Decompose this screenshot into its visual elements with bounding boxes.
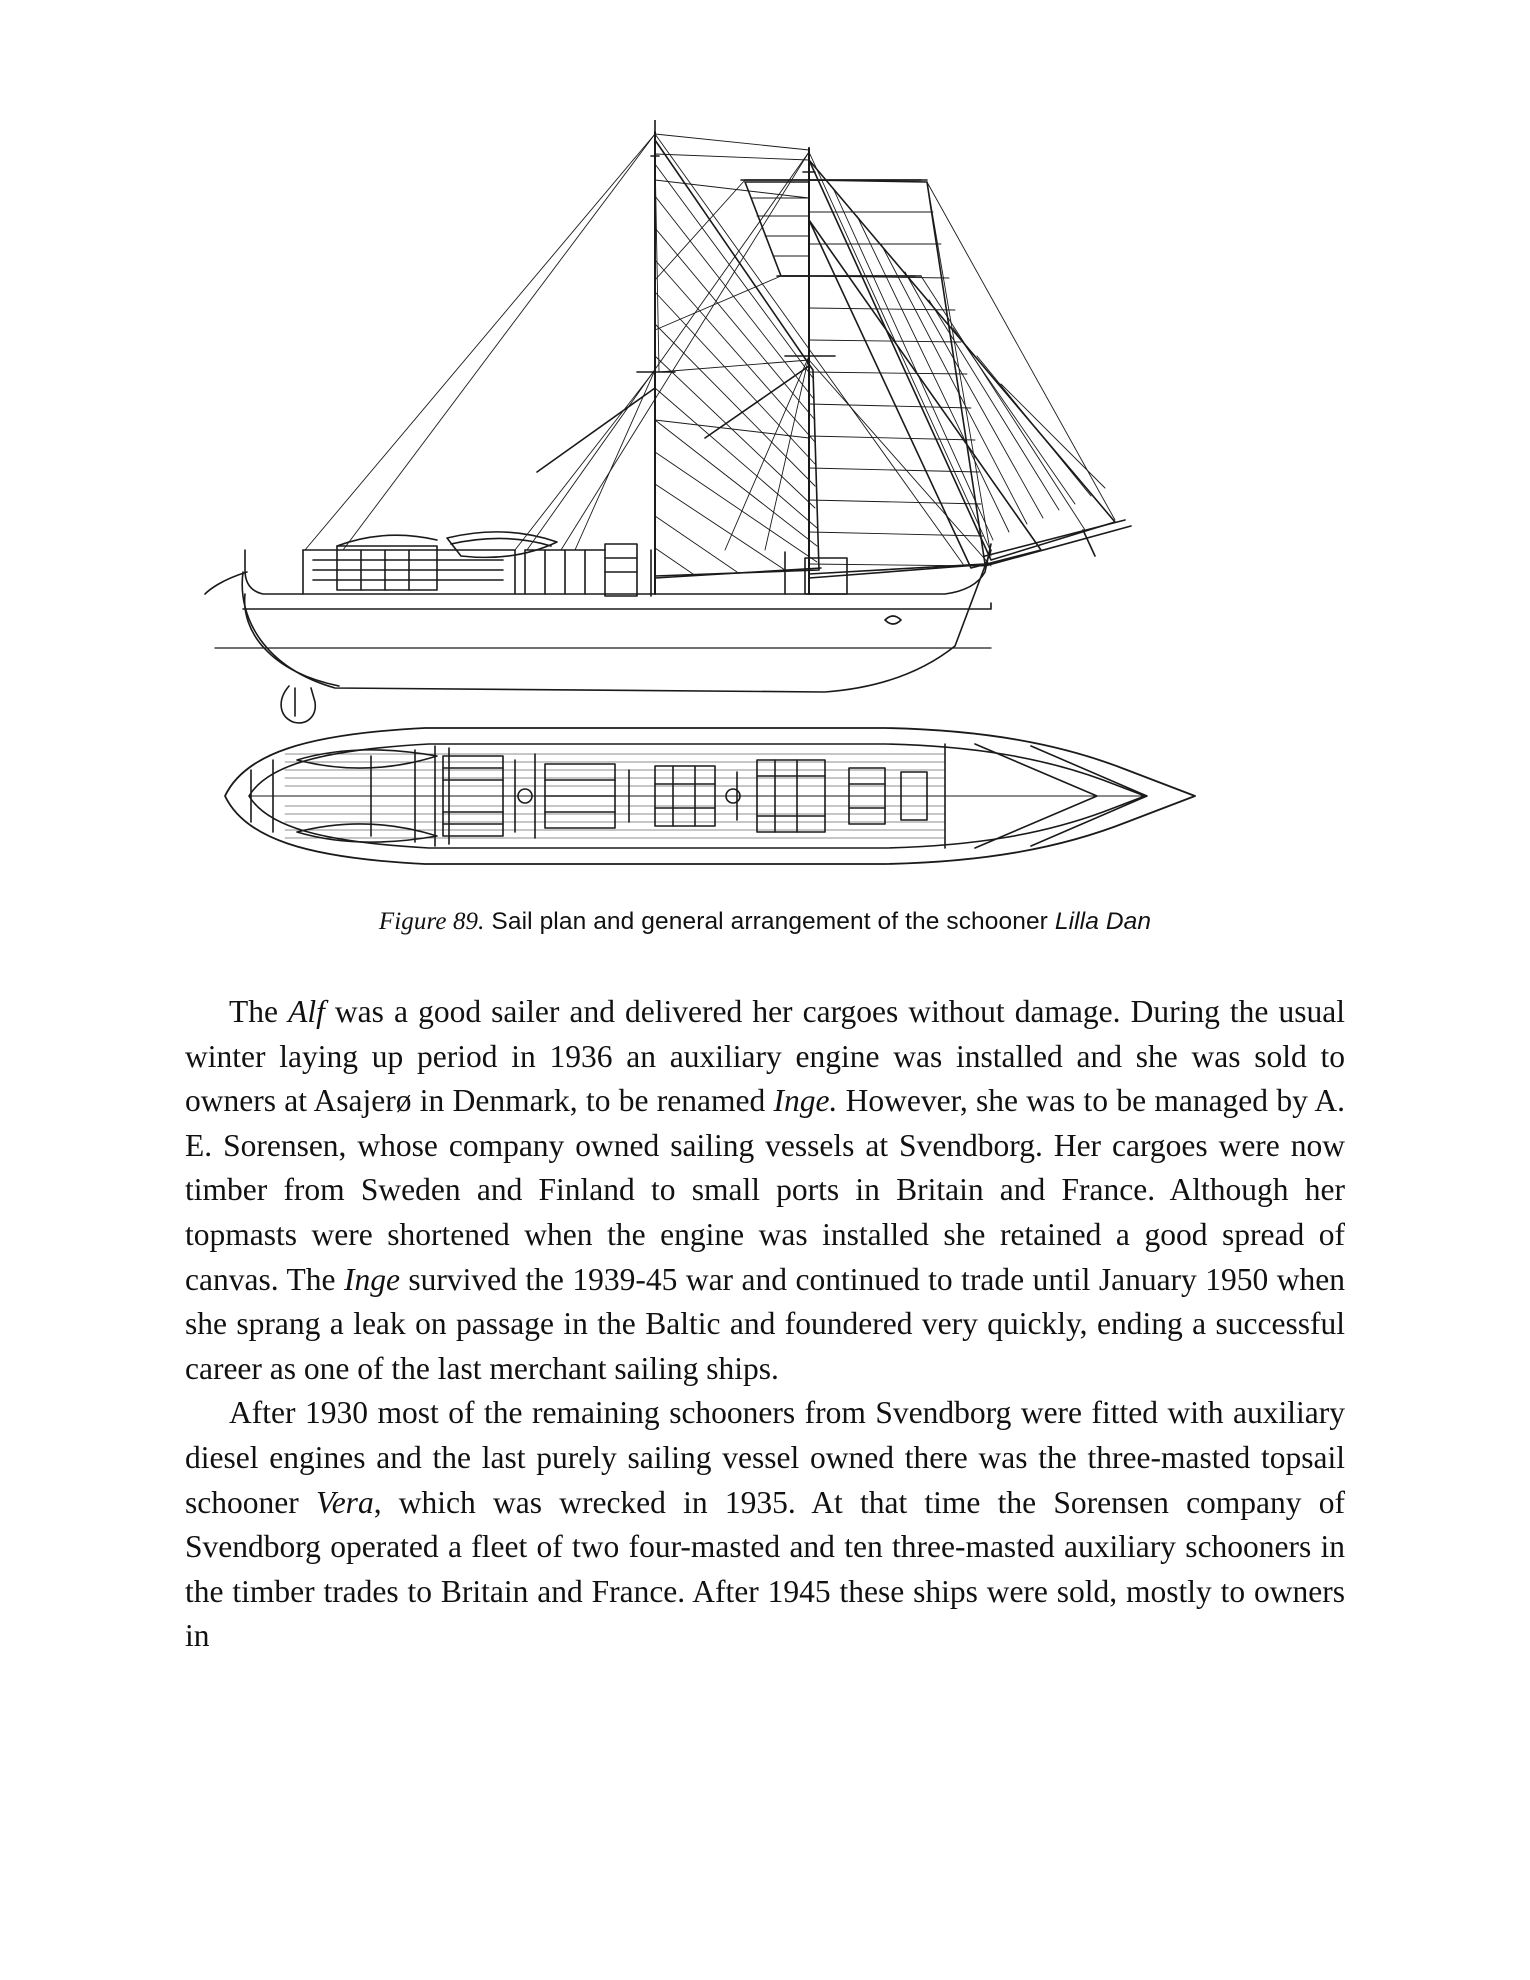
body-text xyxy=(185,990,1345,1659)
paragraph-1 xyxy=(185,990,1345,1391)
figure-ship-name: Lilla Dan xyxy=(1054,908,1152,935)
p1-ital-inge-2: Inge xyxy=(343,1261,400,1297)
p1-text-3: However, she was to be managed by A. E. Sorensen, whose company owned sailing vessels at Svendborg. Her cargoes were now timber from Sweden and Finland to small ports in Britain and France. Although her topmasts were shortened when the engine was installed she retained a good spread of canvas. The xyxy=(185,1083,1345,1297)
ship-drawing-svg xyxy=(185,120,1345,900)
p1-ital-inge-1: Inge. xyxy=(773,1083,838,1119)
p1-ital-alf: Alf xyxy=(288,994,325,1029)
p1-text-2: was a good sailer and delivered her cargoes without damage. During the usual winter laying up period in 1936 an auxiliary engine was installed and she was sold to owners at Asajerø in Denmark, to be renamed xyxy=(185,994,1346,1119)
figure-number: Figure 89. xyxy=(378,908,485,935)
ship-drawing xyxy=(185,120,1345,900)
p1-text-1: The xyxy=(229,994,289,1029)
figure-89 xyxy=(185,0,1345,936)
figure-caption xyxy=(185,908,1345,936)
paragraph-2 xyxy=(185,1391,1345,1659)
p2-ital-vera: Vera xyxy=(315,1484,374,1520)
p2-text-1: After 1930 most of the remaining schooners from Svendborg were fitted with auxiliary diesel engines and the last purely sailing vessel owned there was the three-masted topsail schooner xyxy=(185,1395,1345,1520)
p1-text-4: survived the 1939-45 war and continued to trade until January 1950 when she sprang a leak on passage in the Baltic and foundered very quickly, ending a successful career as one of the last merchant sailing ships. xyxy=(185,1261,1345,1386)
figure-caption-text: Sail plan and general arrangement of the schooner xyxy=(484,908,1055,935)
p2-text-2: , which was wrecked in 1935. At that time the Sorensen company of Svendborg operated a fleet of two four-masted and ten three-masted auxiliary schooners in the timber trades to Britain and France. After 1945 these ships were sold, mostly to owners in xyxy=(185,1484,1345,1654)
